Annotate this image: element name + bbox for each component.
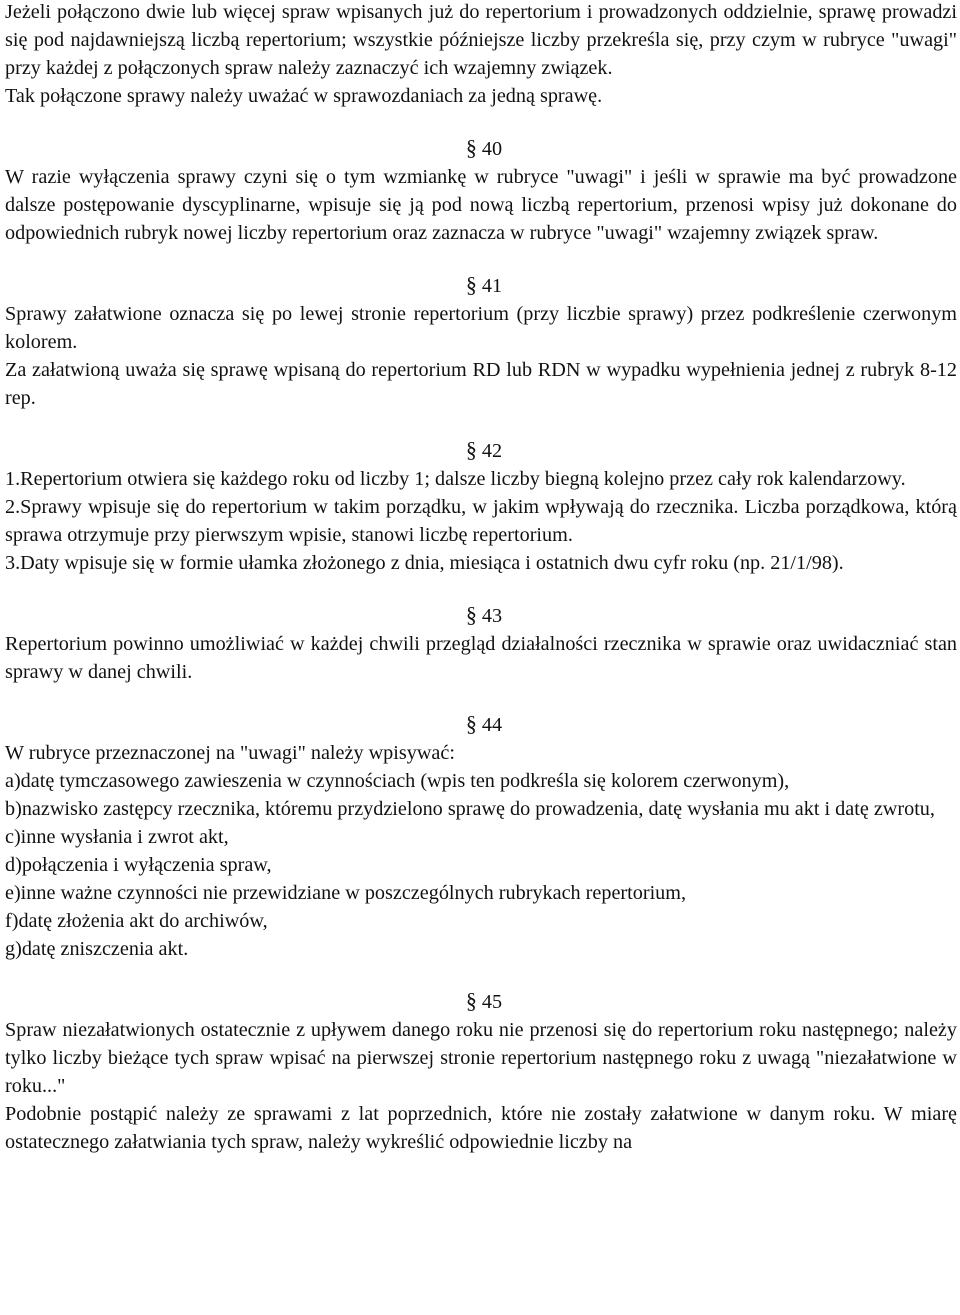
section-44-item-e: e)inne ważne czynności nie przewidziane w poszczególnych rubrykach repertorium, bbox=[5, 882, 687, 904]
section-symbol: § bbox=[465, 711, 477, 736]
section-heading-42 bbox=[5, 436, 957, 465]
section-heading-45 bbox=[5, 987, 957, 1016]
section-42-item-1: 1.Repertorium otwiera się każdego roku od liczby 1; dalsze liczby biegną kolejno przez cały rok kalendarzowy. bbox=[5, 468, 906, 490]
section-44-item-a: a)datę tymczasowego zawieszenia w czynnościach (wpis ten podkreśla się kolorem czerwonym), bbox=[5, 770, 790, 792]
document-page bbox=[5, 0, 957, 1156]
section-45-paragraph-2: Podobnie postąpić należy ze sprawami z lat poprzednich, które nie zostały załatwione w danym roku. W miarę ostatecznego załatwiania tych spraw, należy wykreślić odpowiednie liczby na bbox=[5, 1103, 957, 1153]
section-43-paragraph-1: Repertorium powinno umożliwiać w każdej chwili przegląd działalności rzecznika w sprawie oraz uwidaczniać stan sprawy w danej chwili. bbox=[5, 633, 957, 683]
section-44-item-b: b)nazwisko zastępcy rzecznika, któremu przydzielono sprawę do prowadzenia, datę wysłania mu akt i datę zwrotu, bbox=[5, 798, 935, 820]
section-number: 42 bbox=[481, 440, 503, 462]
section-heading-41 bbox=[5, 271, 957, 300]
section-42-item-3: 3.Daty wpisuje się w formie ułamka złożonego z dnia, miesiąca i ostatnich dwu cyfr roku (np. 21/1/98). bbox=[5, 552, 844, 574]
section-heading-43 bbox=[5, 601, 957, 630]
section-number: 43 bbox=[481, 605, 503, 627]
section-44-item-g: g)datę zniszczenia akt. bbox=[5, 938, 189, 960]
section-heading-40 bbox=[5, 134, 957, 163]
section-44-intro: W rubryce przeznaczonej na "uwagi" należy wpisywać: bbox=[5, 742, 455, 764]
section-number: 41 bbox=[481, 275, 503, 297]
section-number: 44 bbox=[481, 714, 503, 736]
section-44-item-f: f)datę złożenia akt do archiwów, bbox=[5, 910, 268, 932]
section-symbol: § bbox=[465, 602, 477, 627]
section-symbol: § bbox=[465, 135, 477, 160]
section-44-item-c: c)inne wysłania i zwrot akt, bbox=[5, 826, 229, 848]
section-41-paragraph-2: Za załatwioną uważa się sprawę wpisaną do repertorium RD lub RDN w wypadku wypełnienia jednej z rubryk 8-12 rep. bbox=[5, 359, 957, 409]
section-42-item-2: 2.Sprawy wpisuje się do repertorium w takim porządku, w jakim wpływają do rzecznika. Liczba porządkowa, którą sprawa otrzymuje przy pierwszym wpisie, stanowi liczbę repertorium. bbox=[5, 496, 957, 546]
intro-paragraph-1: Jeżeli połączono dwie lub więcej spraw wpisanych już do repertorium i prowadzonych oddzielnie, sprawę prowadzi się pod najdawniejszą liczbą repertorium; wszystkie późniejsze liczby przekreśla się, przy czym w rubryce "uwagi" przy każdej z połączonych spraw należy zaznaczyć ich wzajemny związek. bbox=[5, 1, 957, 79]
section-41-paragraph-1: Sprawy załatwione oznacza się po lewej stronie repertorium (przy liczbie sprawy) przez podkreślenie czerwonym kolorem. bbox=[5, 303, 957, 353]
intro-paragraph-2: Tak połączone sprawy należy uważać w sprawozdaniach za jedną sprawę. bbox=[5, 85, 603, 107]
section-45-paragraph-1: Spraw niezałatwionych ostatecznie z upływem danego roku nie przenosi się do repertorium roku następnego; należy tylko liczby bieżące tych spraw wpisać na pierwszej stronie repertorium następnego roku z uwagą "niezałatwione w roku..." bbox=[5, 1019, 957, 1097]
section-symbol: § bbox=[465, 272, 477, 297]
section-symbol: § bbox=[465, 437, 477, 462]
section-heading-44 bbox=[5, 710, 957, 739]
section-symbol: § bbox=[465, 988, 477, 1013]
section-number: 45 bbox=[481, 991, 503, 1013]
section-number: 40 bbox=[481, 138, 503, 160]
section-44-item-d: d)połączenia i wyłączenia spraw, bbox=[5, 854, 272, 876]
section-40-paragraph-1: W razie wyłączenia sprawy czyni się o tym wzmiankę w rubryce "uwagi" i jeśli w sprawie ma być prowadzone dalsze postępowanie dyscyplinarne, wpisuje się ją pod nową liczbą repertorium, przenosi wpisy już dokonane do odpowiednich rubryk nowej liczby repertorium oraz zaznacza w rubryce "uwagi" wzajemny związek spraw. bbox=[5, 166, 957, 244]
